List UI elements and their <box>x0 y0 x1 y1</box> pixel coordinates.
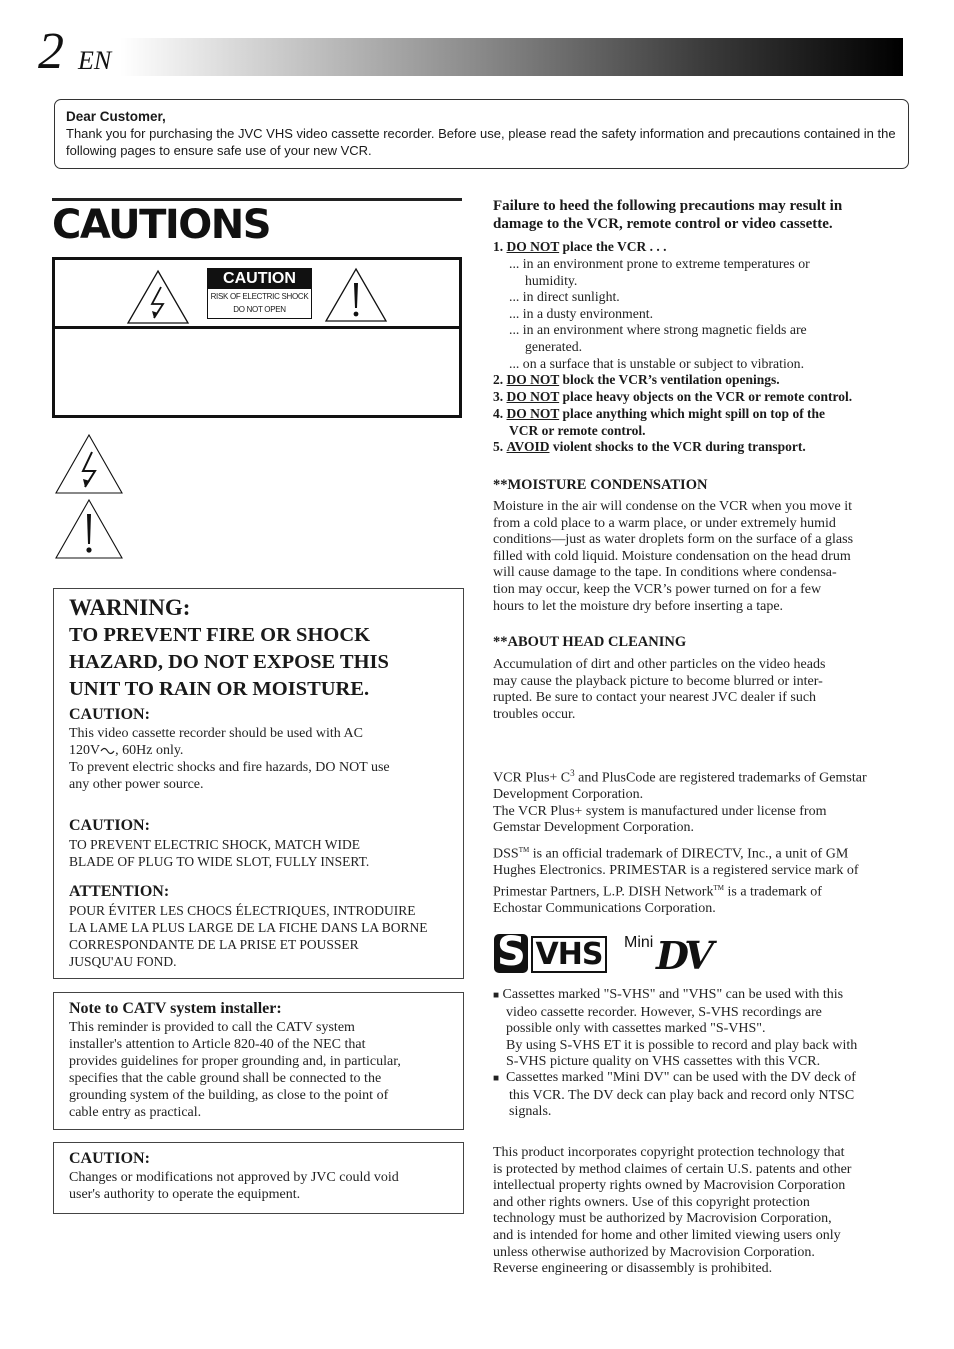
head-cleaning-line: rupted. Be sure to contact your nearest JVC dealer if such <box>493 690 817 706</box>
subitem: ... in a dusty environment. <box>509 305 654 321</box>
modification-caution-box <box>53 1142 464 1214</box>
precaution-item-5 <box>493 439 806 456</box>
bullet2-line: signals. <box>509 1104 552 1120</box>
bullet-icon: ■ <box>493 990 500 1001</box>
bullet2-line: Cassettes marked "Mini DV" can be used with the DV deck of <box>506 1070 856 1085</box>
caution1-line2 <box>69 742 390 759</box>
exclamation-warning-icon <box>323 266 389 324</box>
caution2-line2: BLADE OF PLUG TO WIDE SLOT, FULLY INSERT. <box>69 854 370 869</box>
vcrplus-line3: The VCR Plus+ system is manufactured under license from <box>493 803 827 819</box>
warning-heading <box>69 622 389 703</box>
dish-tm: TM <box>713 883 724 892</box>
item-text: place the VCR . . . <box>559 239 667 254</box>
dss-trademark <box>493 842 905 918</box>
catv-line: cable entry as practical. <box>69 1105 202 1120</box>
catv-text <box>69 1019 401 1121</box>
moisture-line: filled with cold liquid. Moisture condensation on the head drum <box>493 548 851 564</box>
dss-line1 <box>493 842 905 863</box>
dss-text: is an official trademark of DIRECTV, Inc., a unit of GM <box>529 846 849 862</box>
caution3-title: CAUTION: <box>69 1150 150 1167</box>
warning-title: WARNING: <box>69 595 191 620</box>
head-cleaning-line: Accumulation of dirt and other particles on the video heads <box>493 657 826 672</box>
caution-label-head: CAUTION <box>208 269 311 289</box>
caution1-text <box>69 725 390 793</box>
mini-dv-logo-dv: DV <box>656 933 710 978</box>
dear-customer-box <box>54 99 909 169</box>
caution2-line1: TO PREVENT ELECTRIC SHOCK, MATCH WIDE <box>69 837 361 852</box>
warning-line3: UNIT TO RAIN OR MOISTURE. <box>69 678 370 700</box>
bullet1-line: Cassettes marked "S-VHS" and "VHS" can be used with this <box>502 987 844 1002</box>
page-language: EN <box>78 46 112 75</box>
mini-dv-logo-mini: Mini <box>624 934 654 951</box>
head-cleaning-text <box>493 657 905 723</box>
copyright-line: Reverse engineering or disassembly is prohibited. <box>493 1261 773 1277</box>
caution1-line1: This video cassette recorder should be used with AC <box>69 726 363 741</box>
caution1-line4: any other power source. <box>69 777 204 792</box>
precaution-subitems <box>509 256 810 372</box>
caution3-text <box>69 1169 399 1203</box>
caution1-voltage: 120V <box>69 743 101 758</box>
attention-line2: LA LAME LA PLUS LARGE DE LA FICHE DANS LA BORNE <box>69 920 428 935</box>
dss-tm: TM <box>518 846 530 854</box>
bullet2-line: this VCR. The DV deck can play back and record only NTSC <box>509 1087 855 1103</box>
vcrplus-sup: 3 <box>570 768 575 778</box>
vcrplus-line4: Gemstar Development Corporation. <box>493 820 695 836</box>
subitem-cont: generated. <box>525 338 583 354</box>
copyright-line: intellectual property rights owned by Macrovision Corporation <box>493 1178 846 1194</box>
dss-line4: Echostar Communications Corporation. <box>493 901 716 917</box>
dss-line2: Hughes Electronics. PRIMESTAR is a registered service mark of <box>493 863 859 879</box>
caution2-text <box>69 836 369 870</box>
head-cleaning-line: may cause the playback picture to become blurred or inter- <box>493 673 823 689</box>
page-number: 2 <box>38 23 64 80</box>
catv-line: grounding system of the building, as close to the point of <box>69 1088 389 1103</box>
caution3-line: Changes or modifications not approved by JVC could void <box>69 1170 399 1185</box>
attention-line1: POUR ÉVITER LES CHOCS ÉLECTRIQUES, INTRODUIRE <box>69 903 416 918</box>
vcrplus-line2: Development Corporation. <box>493 787 644 803</box>
copyright-line: and other rights owners. Use of this copyright protection <box>493 1194 810 1210</box>
moisture-line: Moisture in the air will condense on the VCR when you move it <box>493 499 853 514</box>
copyright-line: unless otherwise authorized by Macrovision Corporation. <box>493 1244 815 1260</box>
caution3-line: user's authority to operate the equipment. <box>69 1187 301 1202</box>
item-text: violent shocks to the VCR during transport. <box>549 439 806 454</box>
caution-label-line2: DO NOT OPEN <box>233 305 286 314</box>
dss-line3-a: Primestar Partners, L.P. DISH Network <box>493 884 714 900</box>
attention-text <box>69 902 428 970</box>
dss-name: DSS <box>493 846 519 862</box>
moisture-text <box>493 499 905 615</box>
item-keyword: AVOID <box>506 439 550 454</box>
exclamation-symbol-icon <box>54 498 124 560</box>
item-number: 4. <box>493 406 504 421</box>
subitem: ... in an environment prone to extreme temperatures or <box>509 256 810 271</box>
item-text-cont: VCR or remote control. <box>509 422 646 438</box>
item-keyword: DO NOT <box>506 372 560 387</box>
lightning-warning-icon <box>125 268 191 326</box>
precautions-heading-line2: damage to the VCR, remote control or video cassette. <box>493 216 833 232</box>
caution1-frequency: , 60Hz only. <box>115 743 184 758</box>
precaution-item-2 <box>493 372 780 389</box>
item-number: 1. <box>493 239 504 254</box>
dear-customer-title: Dear Customer, <box>66 109 166 124</box>
moisture-line: conditions—just as water droplets form on the surface of a glass <box>493 532 854 548</box>
bullet-icon: ■ <box>493 1073 500 1084</box>
subitem-cont: humidity. <box>525 272 578 288</box>
precaution-item-3 <box>493 389 852 406</box>
vcrplus-line1 <box>493 765 905 787</box>
cassette-bullet-1 <box>493 987 905 1071</box>
catv-line: specifies that the cable ground shall be connected to the <box>69 1071 382 1086</box>
caution-label-line1: RISK OF ELECTRIC SHOCK <box>210 292 309 301</box>
precaution-item-4 <box>493 406 825 439</box>
dear-customer-text: Thank you for purchasing the JVC VHS video cassette recorder. Before use, please read the safety information and precautions contained in the following pages to ensure safe use of your new VCR. <box>66 126 896 158</box>
precaution-item-1 <box>493 239 667 256</box>
attention-line3: CORRESPONDANTE DE LA PRISE ET POUSSER <box>69 937 359 952</box>
item-number: 3. <box>493 389 504 404</box>
header-gradient-bar <box>120 38 903 76</box>
vcrplus-text: and PlusCode are registered trademarks of Gemstar <box>574 770 867 786</box>
subitem: ... in direct sunlight. <box>509 289 620 305</box>
copyright-line: This product incorporates copyright protection technology that <box>493 1145 845 1160</box>
cautions-title: CAUTIONS <box>52 202 271 248</box>
catv-line: provides guidelines for proper grounding and, in particular, <box>69 1054 401 1069</box>
copyright-line: and is intended for home and other limited viewing users only <box>493 1227 841 1243</box>
caution-label <box>207 268 312 319</box>
attention-line4: JUSQU'AU FOND. <box>69 954 177 969</box>
item-text: block the VCR’s ventilation openings. <box>559 372 780 387</box>
vcrplus-name: VCR Plus+ C <box>493 770 571 786</box>
item-number: 2. <box>493 372 504 387</box>
item-text: place anything which might spill on top of the <box>559 406 826 421</box>
moisture-line: will cause damage to the tape. In conditions where condensa- <box>493 565 837 581</box>
caution-label-box <box>52 257 462 418</box>
subitem: ... on a surface that is unstable or subject to vibration. <box>509 355 805 371</box>
caution-box-divider <box>55 326 459 329</box>
moisture-title: **MOISTURE CONDENSATION <box>493 477 708 493</box>
warning-box <box>53 588 464 979</box>
caution-label-sub <box>208 289 311 318</box>
bullet1-line: video cassette recorder. However, S-VHS recordings are <box>506 1004 822 1020</box>
precautions-heading-line1: Failure to heed the following precautions may result in <box>493 198 843 214</box>
dss-line3 <box>493 880 905 901</box>
warning-line1: TO PREVENT FIRE OR SHOCK <box>69 624 371 646</box>
caution1-line3: To prevent electric shocks and fire hazards, DO NOT use <box>69 760 390 775</box>
svhs-logo-s: S <box>497 929 526 975</box>
vcrplus-trademark <box>493 765 905 837</box>
item-keyword: DO NOT <box>506 406 560 421</box>
caution2-title: CAUTION: <box>69 817 150 834</box>
copyright-line: is protected by method claimes of certain U.S. patents and other <box>493 1161 852 1177</box>
item-number: 5. <box>493 439 504 454</box>
moisture-line: tion may occur, keep the VCR’s power turned on for a few <box>493 581 822 597</box>
moisture-line: from a cold place to a warm place, or under extremely humid <box>493 515 836 531</box>
moisture-line: hours to let the moisture dry before inserting a tape. <box>493 598 784 614</box>
lightning-symbol-icon <box>54 433 124 495</box>
item-keyword: DO NOT <box>506 389 560 404</box>
item-keyword: DO NOT <box>506 239 560 254</box>
copyright-line: technology must be authorized by Macrovision Corporation, <box>493 1211 832 1227</box>
bullet1-line: possible only with cassettes marked "S-VHS". <box>506 1021 766 1037</box>
catv-title: Note to CATV system installer: <box>69 1000 282 1017</box>
dss-line3-b: is a trademark of <box>723 884 822 900</box>
ac-wave-icon <box>100 746 115 756</box>
catv-note-box <box>53 992 464 1130</box>
precautions-heading <box>493 197 905 233</box>
bullet1-line: By using S-VHS ET it is possible to record and play back with <box>506 1037 858 1053</box>
catv-line: installer's attention to Article 820-40 of the NEC that <box>69 1037 366 1052</box>
caution1-title: CAUTION: <box>69 706 150 723</box>
subitem: ... in an environment where strong magnetic fields are <box>509 322 807 338</box>
catv-line: This reminder is provided to call the CATV system <box>69 1020 355 1035</box>
head-cleaning-title: **ABOUT HEAD CLEANING <box>493 634 687 650</box>
cassette-bullet-2 <box>493 1070 905 1121</box>
bullet1-line: S-VHS picture quality on VHS cassettes with this VCR. <box>506 1054 821 1070</box>
svhs-logo <box>494 929 607 975</box>
svhs-logo-vhs: VHS <box>535 937 603 972</box>
warning-line2: HAZARD, DO NOT EXPOSE THIS <box>69 651 389 673</box>
attention-title: ATTENTION: <box>69 883 170 900</box>
copyright-notice <box>493 1145 905 1278</box>
head-cleaning-line: troubles occur. <box>493 706 576 722</box>
item-text: place heavy objects on the VCR or remote control. <box>559 389 853 404</box>
